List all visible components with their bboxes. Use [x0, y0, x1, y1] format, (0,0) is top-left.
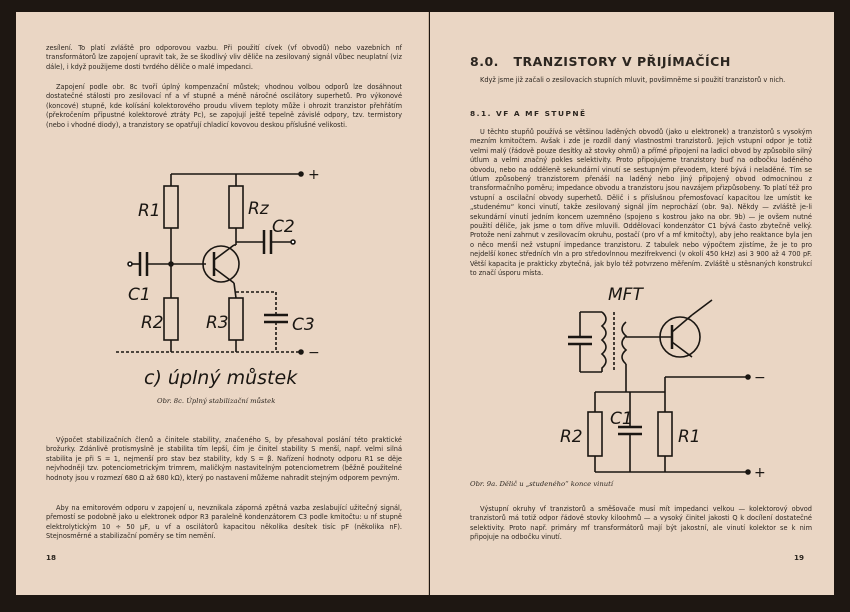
rz-label: Rz: [248, 199, 269, 219]
mft-circuit-figure: [430, 282, 834, 482]
mft-minus-label: −: [754, 370, 766, 386]
section-heading: 8.1. VF A MF STUPNĚ: [470, 109, 587, 118]
bridge-circuit-figure: [16, 152, 428, 412]
left-paragraph-4: Aby na emitorovém odporu v zapojení u, nevznikala záporná zpětná vazba zeslabující užitečný signál, přemostí se podobně jako u elektronek odpor R3 paralelně kondenzátorem C3 podle kmitočtu: u nf stupně elektrolytickým 10 ÷ 50 µF, u vf a oscilátorů kapacitou několika desítek tisíc pF (několika nF). Stejnosměrné a stabilizační poměry se tím nemění.: [46, 504, 402, 541]
left-paragraph-1: zesílení. To platí zvláště pro odporovou vazbu. Při použití cívek (vf obvodů) nebo vazebních nf transformátorů lze zapojení upravit tak, že se škodlivý vliv děliče na zesilovaný signál vůbec neuplatní (viz dále), i když použijeme dosti tvrdého děliče o malé impedanci.: [46, 44, 402, 71]
right-paragraph-2: Výstupní okruhy vf tranzistorů a směšovače musí mít impedanci velkou — kolektorový obvod tranzistorů má totiž odpor řádově stovky kiloohmů — a vysoký činitel jakosti Q k docílení dostatečné selektivity. Proto např. primáry mf transformátorů mají být jakostní, ale vinutí kolektor se k nim připojuje na odbočku vinutí.: [470, 505, 812, 542]
bridge-figure-title: c) úplný můstek: [144, 367, 298, 389]
right-figure-caption: Obr. 9a. Dělič u „studeného“ konce vinutí: [470, 480, 614, 488]
chapter-heading: 8.0. TRANZISTORY V PŘIJÍMAČÍCH: [470, 54, 731, 69]
mft-plus-label: +: [754, 465, 766, 481]
c3-label: C3: [292, 315, 315, 335]
left-page-number: 18: [46, 553, 57, 562]
c1-label: C1: [128, 285, 151, 305]
r2-label: R2: [141, 313, 164, 333]
left-page: [16, 12, 429, 595]
r1-label: R1: [138, 201, 161, 221]
mft-r2-label: R2: [560, 427, 583, 447]
left-paragraph-2: Zapojení podle obr. 8c tvoří úplný kompenzační můstek; vhodnou volbou odporů lze dosáhnout dostatečné stálosti pro zesilovací nf a vf stupně a méně náročné oscilátory superhetů. Pro výkonové (koncové) stupně, kde kolísání kolektorového proudu vlivem teploty může i ohrozit tranzistor přehřátím (překročením přípustné kolektorové ztráty Pc), se zapojují ještě tepelně závislé odpory, tzv. termistory (nebo i vhodné diody), a tranzistory se opatřují chladicí kovovou deskou příslušné velikosti.: [46, 83, 402, 129]
bridge-plus-label: +: [308, 167, 320, 183]
mft-r1-label: R1: [678, 427, 701, 447]
mft-label: MFT: [608, 285, 643, 305]
right-intro: Když jsme již začali o zesilovacích stupních mluvit, povšimněme si použití tranzistorů v nich.: [480, 76, 786, 84]
right-page: [430, 12, 834, 595]
mft-c1-label: C1: [610, 409, 633, 429]
left-paragraph-3: Výpočet stabilizačních členů a činitele stability, značeného S, by přesahoval poslání této praktické brožurky. Zdánlivě protismyslně je stabilita tím lepší, čím je činitel stability S menší, např. velmi silná stabilita je při S = 1, nejmenší pro stav bez stability, kdy S = β. Nařízení hodnoty odporu R1 se děje nejvhodněji tzv. potenciometrickým trimrem, maličkým nastavitelným potenciometrem (běžně použitelné hodnoty jsou v rozmezí 680 Ω až 680 kΩ), který po nastavení můžeme nahradit stejným odporem pevným.: [46, 436, 402, 482]
right-paragraph-1: U těchto stupňů používá se většinou laděných obvodů (jako u elektronek) a tranzistorů s vysokým mezním kmitočtem. Avšak i zde je rozdíl daný vlastnostmi tranzistorů. Jejich vstupní odpor je totiž velmi malý (řádově pouze desítky až stovky ohmů) a přímé připojení na ladicí obvod by způsobilo silný útlum a velmi značný pokles selektivity. Proto připojujeme tranzistory buď na odbočku laděného obvodu, nebo na odděleně sekundární vinutí se sestupným převodem, které bývá i neladěné. Tím se útlum způsobený tranzistorem přenáší na laděný nebo jiný připojený obvod odmocninou z transformačního poměru; impedance obvodu a tranzistoru jsou navzájem přizpůsobeny. To platí též pro vstupní a oscilační obvody superhetů. Dělič i s příslušnou přemosťovací kapacitou lze umístit ke „studenému“ konci vinutí, takže zesilovaný signál jím neprochází (obr. 9a). Někdy — zvláště je-li sekundární vinutí jedním koncem uzemněno (spojeno s kostrou jako na obr. 9b) — je ovšem nutné použití děliče, jak jsme o tom dříve mluvili. Oddělovací kondenzátor C1 bývá často zbytečně velký. Protože není zahrnut v zesilovacím okruhu, postačí (pro vf a mf kmitočty), aby jeho reaktance byla jen o něco menší než vstupní impedance tranzistoru. Z tabulek nebo výpočtem zjistíme, že je to pro nejdelší konec středních vln a pro středovlnnou mezifrekvenci (v okolí 450 kHz) asi 3 900 až 4 700 pF. Větší kapacita je prakticky zbytečná, jak bylo též potvrzeno měřením. Zvláště u stěsnaných konstrukcí to značí úsporu místa.: [470, 128, 812, 278]
bridge-minus-label: −: [308, 345, 320, 361]
left-figure-caption: Obr. 8c. Úplný stabilizační můstek: [157, 397, 276, 405]
c2-label: C2: [272, 217, 295, 237]
r3-label: R3: [206, 313, 229, 333]
right-page-number: 19: [794, 553, 805, 562]
